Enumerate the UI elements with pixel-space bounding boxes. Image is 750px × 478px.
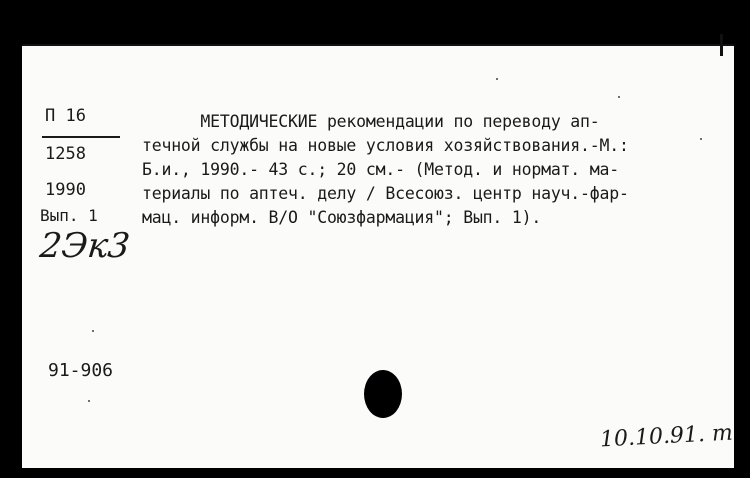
shelfmark-section: П 16 (45, 106, 86, 126)
card-corner-mark (720, 34, 723, 56)
entry-line-4: териалы по аптеч. делу / Всесоюз. центр науч.-фар- (142, 184, 629, 203)
shelfmark-number: 1258 (45, 144, 86, 164)
handwritten-date: 10.10.91. m (599, 420, 734, 453)
shelfmark-year: 1990 (45, 180, 86, 200)
entry-line-1: МЕТОДИЧЕСКИЕ рекомендации по переводу ап- (142, 112, 600, 131)
paper-speck (92, 330, 94, 332)
paper-speck (88, 400, 90, 402)
entry-line-3: Б.и., 1990.- 43 с.; 20 см.- (Метод. и нормат. ма- (142, 160, 619, 179)
entry-line-5: мац. информ. В/О "Союзфармация"; Вып. 1). (142, 208, 542, 227)
paper-speck (496, 78, 498, 80)
entry-line-2: течной службы на новые условия хозяйствования.-М.: (142, 136, 629, 155)
accession-number: 91-906 (48, 360, 114, 381)
shelfmark-issue: Вып. 1 (40, 206, 98, 225)
punch-hole (364, 370, 402, 418)
handwritten-classification: 2Эк3 (37, 226, 132, 266)
paper-speck (618, 96, 620, 98)
card-top-edge (22, 44, 734, 46)
paper-speck (700, 138, 702, 140)
shelfmark-divider (42, 136, 120, 138)
